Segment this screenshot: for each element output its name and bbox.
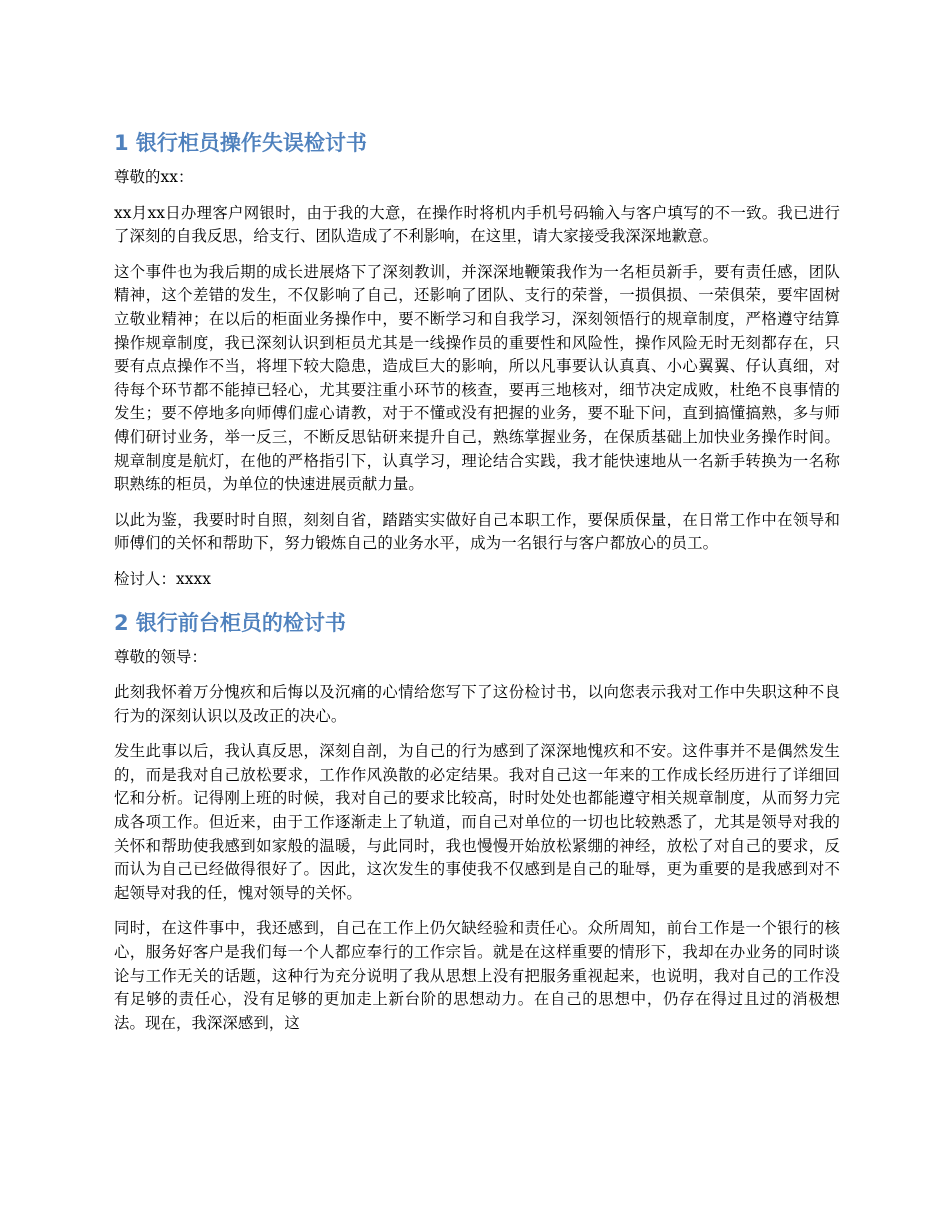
section-title: 2 银行前台柜员的检讨书 xyxy=(114,610,346,635)
paragraph: 此刻我怀着万分愧疚和后悔以及沉痛的心情给您写下了这份检讨书，以向您表示我对工作中失职这种不良行为的深刻认识以及改正的决心。 xyxy=(114,683,840,725)
section-title: 1 银行柜员操作失误检讨书 xyxy=(114,131,367,155)
salutation: 尊敬的领导： xyxy=(114,647,207,666)
signature-line: 检讨人：xxxx xyxy=(114,569,212,588)
document-page xyxy=(114,126,840,1047)
paragraph: 以此为鉴，我要时时自照，刻刻自省，踏踏实实做好自己本职工作，要保质保量，在日常工作中在领导和师傅们的关怀和帮助下，努力锻炼自己的业务水平，成为一名银行与客户都放心的员工。 xyxy=(114,510,840,553)
section-2 xyxy=(114,606,840,1036)
paragraph: 发生此事以后，我认真反思，深刻自剖，为自己的行为感到了深深地愧疚和不安。这件事并不是偶然发生的，而是我对自己放松要求，工作作风涣散的必定结果。我对自己这一年来的工作成长经历进行了详细回忆和分析。记得刚上班的时候，我对自己的要求比较高，时时处处也都能遵守相关规章制度，从而努力完成各项工作。但近来，由于工作逐渐走上了轨道，而自己对单位的一切也比较熟悉了，尤其是领导对我的关怀和帮助使我感到如家般的温暖，与此同时，我也慢慢开始放松紧绷的神经，放松了对自己的要求，反而认为自己已经做得很好了。因此，这次发生的事使我不仅感到是自己的耻辱，更为重要的是我感到对不起领导对我的任，愧对领导的关怀。 xyxy=(114,742,840,902)
section-1 xyxy=(114,126,840,592)
paragraph: 同时，在这件事中，我还感到，自己在工作上仍欠缺经验和责任心。众所周知，前台工作是一个银行的核心，服务好客户是我们每一个人都应奉行的工作宗旨。就是在这样重要的情形下，我却在办业务的同时谈论与工作无关的话题，这种行为充分说明了我从思想上没有把服务重视起来，也说明，我对自己的工作没有足够的责任心，没有足够的更加走上新台阶的思想动力。在自己的思想中，仍存在得过且过的消极想法。现在，我深深感到，这 xyxy=(114,919,840,1032)
salutation: 尊敬的xx： xyxy=(114,168,194,186)
paragraph: xx月xx日办理客户网银时，由于我的大意，在操作时将机内手机号码输入与客户填写的不一致。我已进行了深刻的自我反思，给支行、团队造成了不利影响，在这里，请大家接受我深深地歉意。 xyxy=(114,203,840,246)
paragraph: 这个事件也为我后期的成长进展烙下了深刻教训，并深深地鞭策我作为一名柜员新手，要有责任感，团队精神，这个差错的发生，不仅影响了自己，还影响了团队、支行的荣誉，一损俱损、一荣俱荣，要牢固树立敬业精神；在以后的柜面业务操作中，要不断学习和自我学习，深刻领悟行的规章制度，严格遵守结算操作规章制度，我已深刻认识到柜员尤其是一线操作员的重要性和风险性，操作风险无时无刻都存在，只要有点点操作不当，将埋下较大隐患，造成巨大的影响，所以凡事要认认真真、小心翼翼、仔认真细，对待每个环节都不能掉已轻心，尤其要注重小环节的核查，要再三地核对，细节决定成败，杜绝不良事情的发生；要不停地多向师傅们虚心请教，对于不懂或没有把握的业务，要不耻下问，直到搞懂搞熟，多与师傅们研讨业务，举一反三，不断反思钻研来提升自己，熟练掌握业务，在保质基础上加快业务操作时间。规章制度是航灯，在他的严格指引下，认真学习，理论结合实践，我才能快速地从一名新手转换为一名称职熟练的柜员，为单位的快速进展贡献力量。 xyxy=(114,262,840,494)
